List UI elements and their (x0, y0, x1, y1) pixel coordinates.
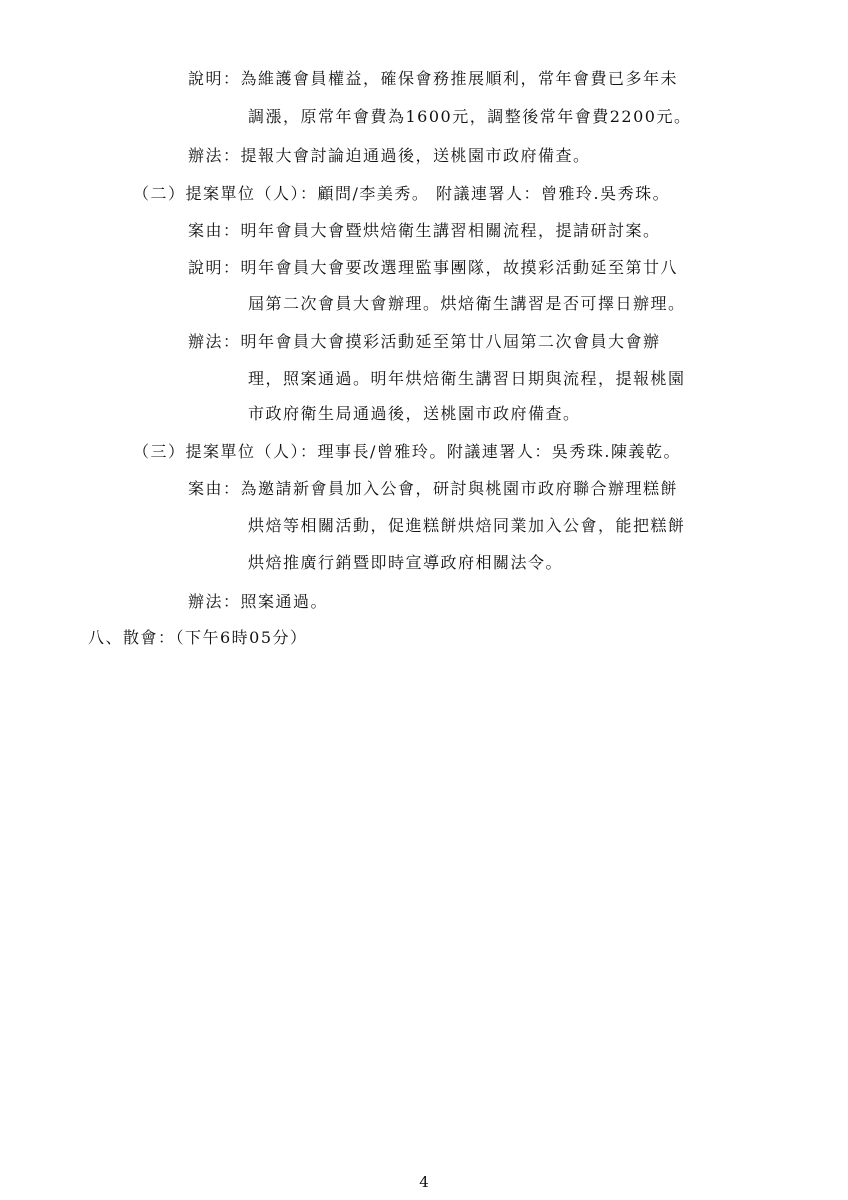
explanation-line-2: 調漲，原常年會費為1600元，調整後常年會費2200元。 (248, 107, 692, 126)
proposal-3-reason-line-3: 烘焙推廣行銷暨即時宣導政府相關法令。 (248, 553, 564, 572)
page-number: 4 (419, 1173, 429, 1191)
proposal-2-explanation-line-1: 說明：明年會員大會要改選理監事團隊，故摸彩活動延至第廿八 (188, 258, 679, 277)
proposal-2-reason: 案由：明年會員大會暨烘焙衛生講習相關流程，提請研討案。 (188, 221, 661, 240)
proposal-2-method-line-2: 理，照案通過。明年烘焙衛生講習日期與流程，提報桃園 (248, 369, 686, 388)
explanation-line-1: 說明：為維護會員權益，確保會務推展順利，常年會費已多年未 (188, 69, 679, 88)
proposal-2-method-line-3: 市政府衛生局通過後，送桃園市政府備查。 (248, 404, 581, 423)
proposal-3-header: （三）提案單位（人）：理事長/曾雅玲。附議連署人：吳秀珠.陳義乾。 (133, 442, 681, 461)
proposal-2-header: （二）提案單位（人）：顧問/李美秀。 附議連署人：曾雅玲.吳秀珠。 (133, 184, 671, 203)
proposal-3-method: 辦法：照案通過。 (188, 592, 329, 611)
proposal-3-reason-line-2: 烘焙等相關活動，促進糕餅烘焙同業加入公會，能把糕餅 (248, 516, 686, 535)
proposal-2-method-line-1: 辦法：明年會員大會摸彩活動延至第廿八屆第二次會員大會辦 (188, 332, 661, 351)
proposal-3-reason-line-1: 案由：為邀請新會員加入公會，研討與桃園市政府聯合辦理糕餅 (188, 479, 679, 498)
method-line-1: 辦法：提報大會討論迫通過後，送桃園市政府備查。 (188, 146, 591, 165)
proposal-2-explanation-line-2: 屆第二次會員大會辦理。烘焙衛生講習是否可擇日辦理。 (248, 294, 686, 313)
adjournment-line: 八、散會：（下午6時05分） (88, 628, 308, 647)
